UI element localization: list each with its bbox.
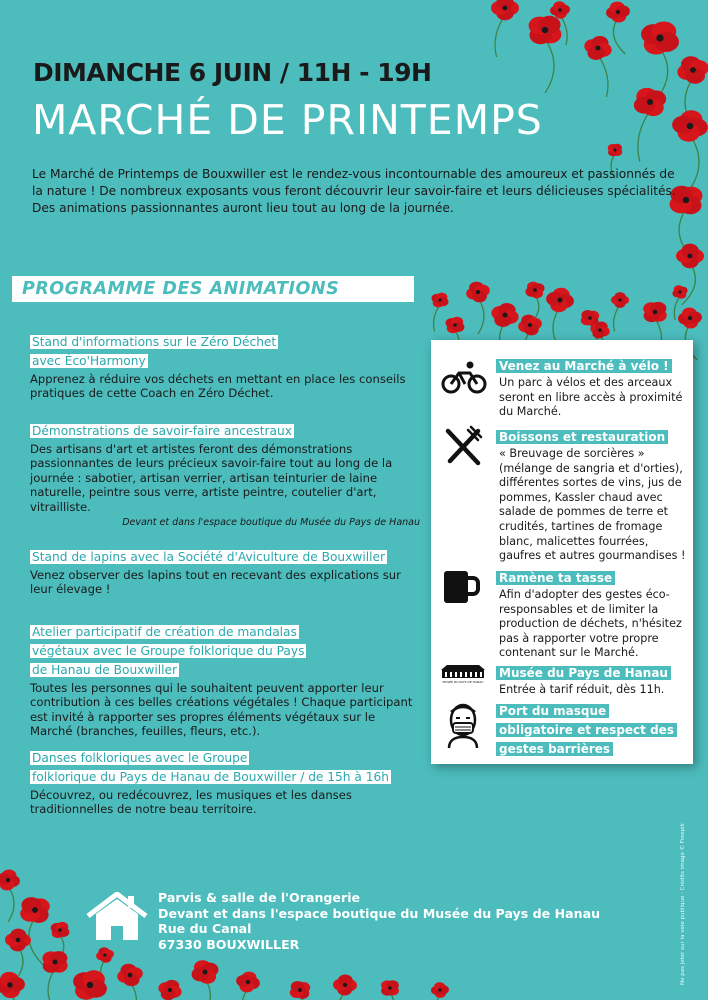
info-heading: Venez au Marché à vélo ! (496, 359, 672, 373)
info-musee (496, 662, 690, 698)
info-heading: Boissons et restauration (496, 430, 668, 444)
poppy-flower (641, 21, 679, 54)
info-text: Un parc à vélos et des arceaux seront en libre accès à proximité du Marché. (499, 376, 683, 419)
activity-lapins (30, 546, 420, 597)
page-title: MARCHÉ DE PRINTEMPS (32, 96, 543, 144)
poppy-stem (638, 111, 650, 162)
info-text: Afin d'adopter des gestes éco-responsables et de limiter la production de déchets, n'hésitez pas à rapporter votre propre contenant sur le Marché. (499, 588, 682, 660)
activity-heading: Stand de lapins avec la Société d'Aviculture de Bouxwiller (32, 550, 385, 564)
info-boissons (496, 426, 690, 564)
mug-icon (441, 568, 481, 606)
intro-text: Le Marché de Printemps de Bouxwiller est le rendez-vous incontournable des amoureux et passionnés de la nature ! De nombreux exposants vous feront découvrir leur savoir-faire et leurs délicieuses spécialités. Des animations passionnantes auront lieu tout au long de la journée. (32, 167, 676, 215)
poppy-flower (634, 88, 666, 116)
address-line: 67330 BOUXWILLER (158, 936, 300, 952)
poppy-flower (677, 56, 708, 83)
poppy-stem (495, 15, 505, 57)
poppy-flower (0, 972, 25, 998)
activity-zero-dechet (30, 331, 420, 401)
museum-icon (439, 662, 487, 684)
poppy-flower (158, 980, 181, 1000)
poppy-stem (614, 305, 620, 332)
credit-text: Ne pas jeter sur la voie publique · Crédits image © Freepik (680, 823, 686, 985)
poppy-stem (682, 263, 696, 305)
poppy-flower (606, 2, 630, 23)
poppy-flower (608, 144, 623, 157)
activity-heading: avec Éco'Harmony (32, 354, 146, 368)
programme-title: PROGRAMME DES ANIMATIONS (22, 279, 340, 299)
poppy-flower (290, 981, 310, 999)
poppy-flower (491, 0, 519, 20)
activity-text: Venez observer des lapins tout en recevant des explications sur leur élevage ! (30, 568, 401, 597)
bicycle-icon (441, 360, 487, 394)
info-velo (496, 355, 690, 420)
activity-heading: Démonstrations de savoir-faire ancestraux (32, 424, 292, 438)
poppy-flower (117, 964, 143, 986)
address-line: Devant et dans l'espace boutique du Musée du Pays de Hanau (158, 905, 601, 921)
event-date: DIMANCHE 6 JUIN / 11H - 19H (33, 58, 432, 87)
info-heading: Musée du Pays de Hanau (496, 666, 671, 680)
poppy-flower (529, 16, 562, 44)
activity-text: Toutes les personnes qui le souhaitent peuvent apporter leur contribution à ces belles créations végétales ! Chaque participant est invité à rapporter ses propres éléments végétaux sur le Marché (branches, feuilles, fleurs, etc.). (30, 681, 413, 739)
poppy-stem (613, 18, 625, 54)
poppy-flower (518, 315, 542, 336)
poppy-flower (672, 110, 708, 141)
fork-knife-icon (441, 424, 485, 468)
poppy-flower (525, 282, 544, 299)
poppy-flower (333, 974, 357, 995)
info-text: « Breuvage de sorcières » (mélange de sangria et d'orties), différentes sortes de vins, jus de pommes, Kassler chaud avec salade de pommes de terre et crudités, tartines de fromage blanc, malicettes fourrées, gaufres et autres gourmandises ! (499, 447, 686, 563)
poppy-stem (29, 918, 45, 966)
activity-savoir-faire (30, 420, 420, 528)
poppy-flower (381, 980, 399, 995)
poppy-stem (434, 305, 440, 332)
poppy-flower (51, 922, 70, 938)
poppy-flower (5, 929, 31, 952)
address-block (158, 890, 600, 952)
poppy-stem (478, 298, 484, 334)
activity-text: Apprenez à réduire vos déchets en mettant en place les conseils pratiques de cette Coach en Zéro Déchet. (30, 372, 406, 401)
poppy-flower (672, 285, 687, 298)
poppy-flower (431, 293, 448, 308)
info-tasse (496, 567, 690, 661)
poppy-flower (678, 307, 702, 328)
poppy-flower (20, 897, 50, 923)
poppy-flower (446, 317, 465, 333)
activity-text: Des artisans d'art et artistes feront des démonstrations passionnantes de leurs précieux savoir-faire tout au long de la journée : sabotier, artisan verrier, artisan teinturier de laine naturelle, peintre sous verre, artiste peintre, coutelier d'art, vitrailliste. (30, 442, 393, 514)
activity-heading: folklorique du Pays de Hanau de Bouxwiller / de 15h à 16h (32, 770, 389, 784)
activity-note: Devant et dans l'espace boutique du Musée du Pays de Hanau (122, 517, 420, 529)
house-icon (86, 892, 148, 942)
address-line: Parvis & salle de l'Orangerie (158, 890, 361, 905)
poppy-flower (431, 982, 449, 998)
poppy-flower (643, 302, 666, 322)
info-heading: gestes barrières (496, 742, 613, 756)
mask-face-icon (441, 700, 485, 750)
poppy-flower (236, 972, 260, 993)
address-line: Rue du Canal (158, 921, 252, 936)
activity-text: Découvrez, ou redécouvrez, les musiques et les danses traditionnelles de notre beau territoire. (30, 788, 352, 817)
poppy-stem (48, 969, 55, 1000)
activity-heading: végétaux avec le Groupe folklorique du Pays (32, 644, 305, 658)
activity-heading: Stand d'informations sur le Zéro Déchet (32, 335, 277, 349)
poppy-stem (8, 886, 14, 922)
activity-heading: de Hanau de Bouxwiller (32, 663, 178, 677)
poppy-flower (584, 36, 611, 60)
info-panel (431, 340, 693, 764)
activity-heading: Atelier participatif de création de mandalas (32, 625, 297, 639)
poppy-flower (42, 951, 67, 973)
poppy-flower (611, 292, 629, 308)
info-masque (496, 700, 690, 757)
poppy-flower (0, 870, 20, 891)
poppy-flower (546, 288, 574, 312)
poppy-stem (690, 135, 699, 189)
poppy-flower (676, 244, 704, 269)
poppy-flower (192, 960, 219, 984)
activity-danses (30, 747, 420, 817)
info-text: Entrée à tarif réduit, dès 11h. (499, 683, 665, 696)
info-heading: obligatoire et respect des (496, 723, 677, 737)
museum-caption: MUSÉE DU PAYS DE HANAU (442, 680, 484, 684)
poppy-flower (550, 1, 570, 19)
activity-mandalas (30, 621, 420, 739)
info-heading: Ramène ta tasse (496, 571, 615, 585)
poppy-stem (545, 39, 554, 93)
info-heading: Port du masque (496, 704, 609, 718)
poppy-flower (491, 303, 518, 327)
poppy-stem (560, 15, 567, 45)
activity-heading: Danses folkloriques avec le Groupe (32, 751, 248, 765)
poppy-stem (598, 55, 608, 97)
poppy-flower (96, 947, 114, 963)
poppy-flower (73, 970, 107, 999)
poppy-flower (466, 282, 490, 303)
